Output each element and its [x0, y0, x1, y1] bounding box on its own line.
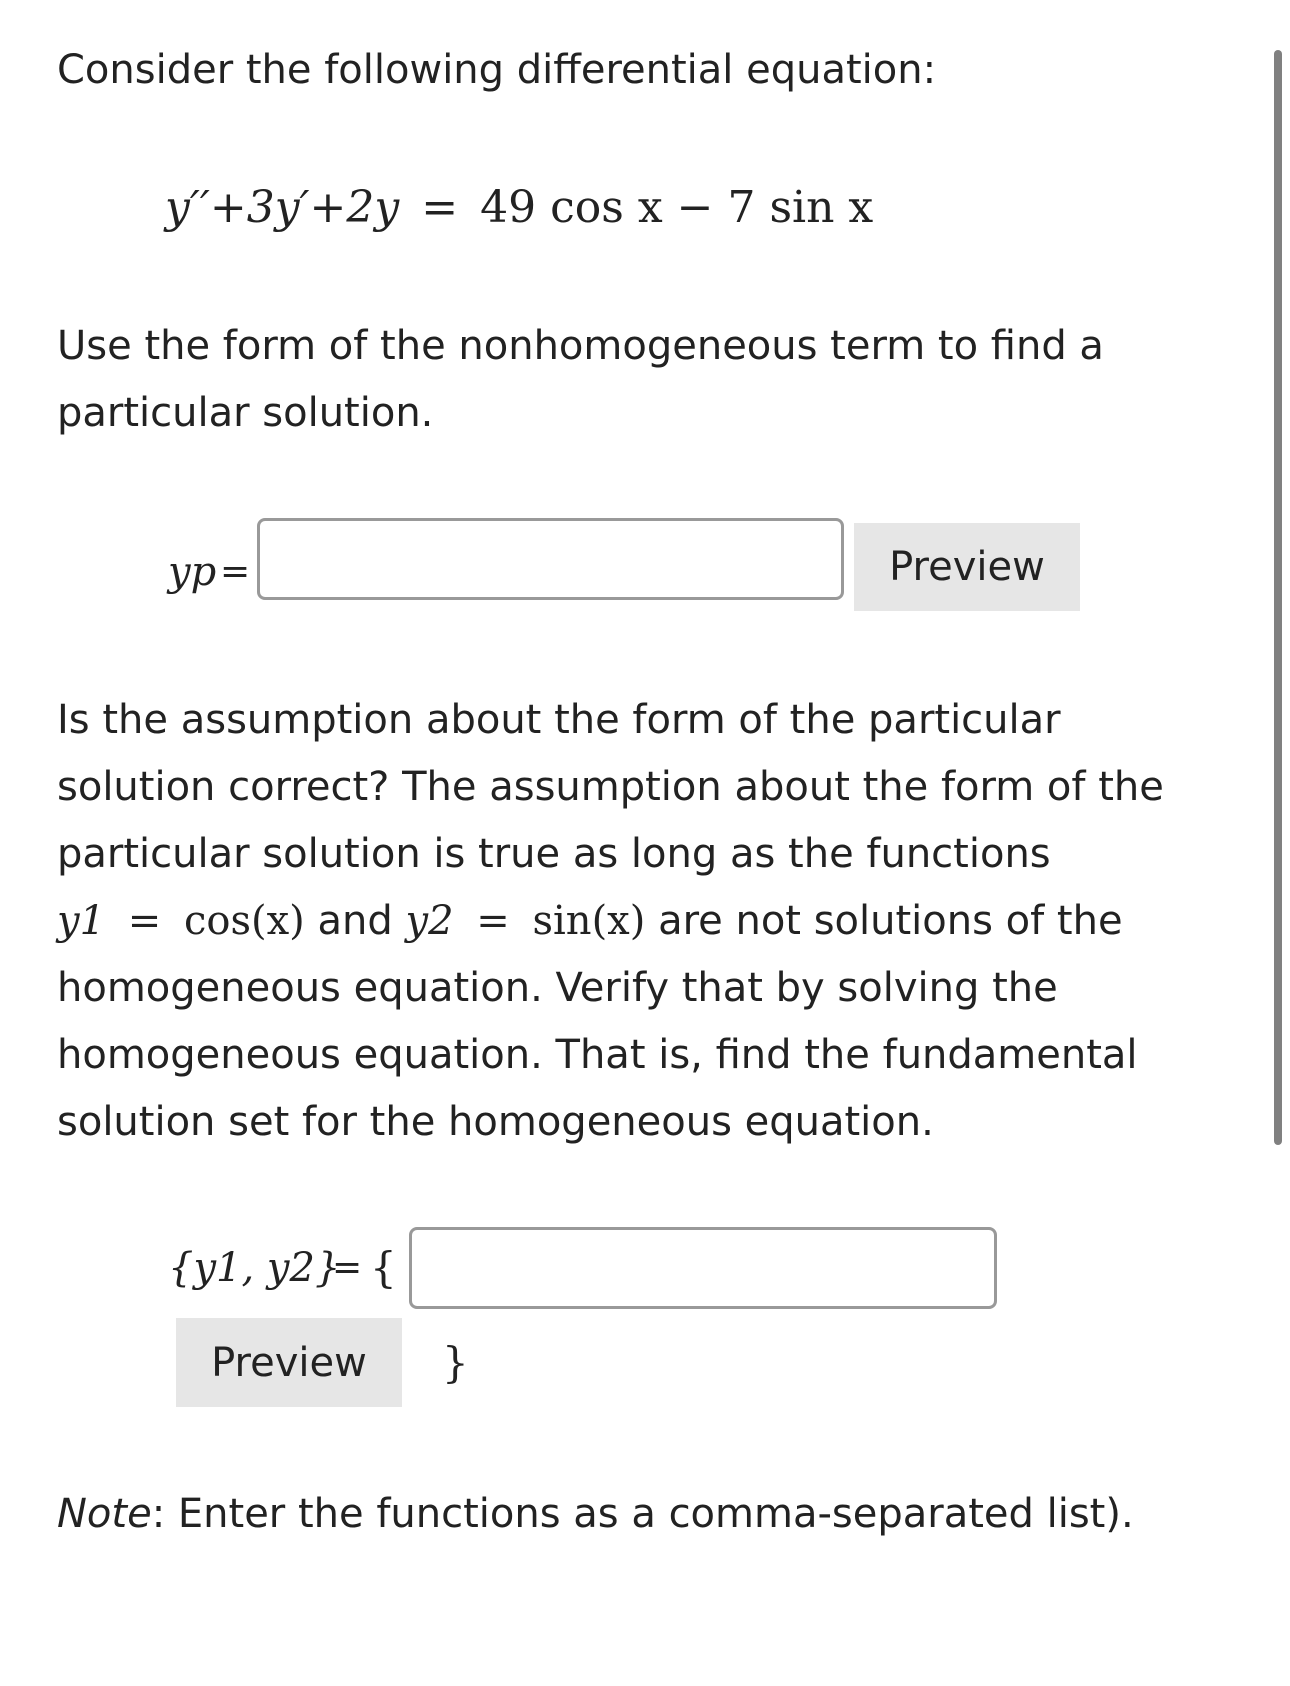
explanation-line-2: solution correct? The assumption about the form of the	[57, 764, 1164, 810]
fundamental-set-input[interactable]	[409, 1227, 997, 1309]
explanation-line-5: homogeneous equation. Verify that by solving the	[57, 965, 1058, 1011]
equation-equals: =	[421, 182, 459, 233]
cos-function: cos(x)	[184, 898, 305, 944]
y2-equals: =	[476, 898, 510, 944]
note-body: : Enter the functions as a comma-separated list).	[151, 1491, 1134, 1537]
and-word: and	[317, 898, 393, 944]
explanation-line-4-rest: are not solutions of the	[658, 898, 1123, 944]
fundamental-set-close-brace: }	[442, 1338, 469, 1387]
vertical-scrollbar[interactable]	[1274, 50, 1282, 1145]
explanation-line-3: particular solution is true as long as the functions	[57, 831, 1051, 877]
yp-equals: =	[220, 551, 251, 592]
instruction-line-1: Use the form of the nonhomogeneous term to find a	[57, 323, 1104, 369]
sin-function: sin(x)	[532, 898, 646, 944]
equation-rhs: 49 cos x − 7 sin x	[480, 182, 874, 233]
fundamental-set-open-brace: {	[370, 1243, 397, 1292]
instruction-line-2: particular solution.	[57, 390, 434, 436]
y2-symbol: y2	[405, 898, 454, 944]
fundamental-set-preview-button[interactable]: Preview	[176, 1318, 402, 1407]
particular-solution-input[interactable]	[257, 518, 844, 600]
fundamental-set-label: {y1, y2}	[168, 1245, 341, 1291]
equation-lhs: y′′+3y′+2y	[165, 182, 400, 233]
explanation-line-7: solution set for the homogeneous equation.	[57, 1099, 934, 1145]
intro-text: Consider the following differential equation:	[57, 47, 937, 93]
explanation-line-4	[57, 885, 1123, 957]
yp-label: yp	[168, 549, 217, 595]
y1-equals: =	[127, 898, 162, 944]
explanation-line-1: Is the assumption about the form of the particular	[57, 697, 1061, 743]
note-text	[57, 1478, 1134, 1550]
differential-equation	[165, 176, 873, 240]
y1-symbol: y1	[57, 898, 106, 944]
explanation-line-6: homogeneous equation. That is, find the fundamental	[57, 1032, 1138, 1078]
particular-solution-preview-button[interactable]: Preview	[854, 523, 1080, 611]
note-label: Note	[57, 1491, 152, 1537]
fundamental-set-equals: =	[332, 1247, 363, 1288]
